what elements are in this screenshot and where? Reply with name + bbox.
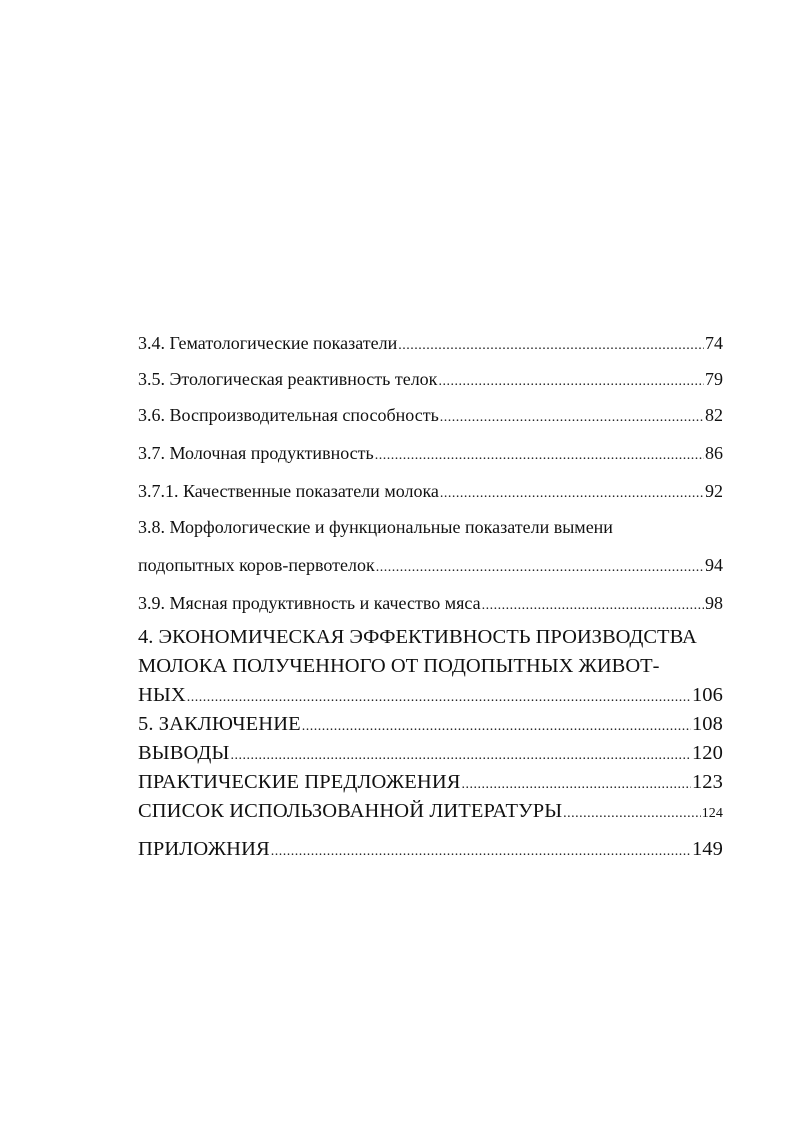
- toc-entry-title: ВЫВОДЫ: [138, 742, 230, 764]
- toc-entry-page: 94: [705, 555, 723, 575]
- toc-entry-title: ПРИЛОЖНИЯ: [138, 838, 270, 860]
- toc-entry-3-8[interactable]: [138, 554, 723, 579]
- toc-entry-appendix[interactable]: [138, 838, 723, 863]
- dot-leader: [302, 716, 691, 738]
- toc-entry-page: 149: [691, 838, 723, 860]
- toc-entry-title: подопытных коров-первотелок: [138, 555, 375, 575]
- dot-leader: [230, 745, 690, 767]
- dot-leader: [440, 483, 704, 505]
- toc-entry-title: 3.7.1. Качественные показатели молока: [138, 481, 439, 501]
- dot-leader: [462, 774, 691, 796]
- toc-entry-4-line1[interactable]: 4. ЭКОНОМИЧЕСКАЯ ЭФФЕКТИВНОСТЬ ПРОИЗВОДСТВА: [138, 626, 697, 648]
- toc-entry-title: 5. ЗАКЛЮЧЕНИЕ: [138, 713, 301, 735]
- dot-leader: [440, 407, 704, 429]
- toc-entry-4[interactable]: [138, 684, 723, 709]
- toc-entry-4-line2[interactable]: МОЛОКА ПОЛУЧЕННОГО ОТ ПОДОПЫТНЫХ ЖИВОТ-: [138, 655, 660, 677]
- toc-entry-page: 123: [691, 771, 723, 793]
- toc-entry-3-8-line1[interactable]: 3.8. Морфологические и функциональные показатели вымени: [138, 517, 613, 537]
- toc-entry-conclusions[interactable]: [138, 742, 723, 767]
- toc-entry-3-7-1[interactable]: [138, 480, 723, 505]
- toc-entry-3-5[interactable]: [138, 368, 723, 393]
- toc-entry-references[interactable]: [138, 800, 723, 825]
- toc-entry-title: НЫХ: [138, 684, 186, 706]
- toc-entry-title: СПИСОК ИСПОЛЬЗОВАННОЙ ЛИТЕРАТУРЫ: [138, 800, 563, 822]
- toc-entry-practical[interactable]: [138, 771, 723, 796]
- toc-entry-page: 120: [691, 742, 723, 764]
- toc-entry-title: 3.6. Воспроизводительная способность: [138, 405, 439, 425]
- toc-entry-page: 86: [705, 443, 723, 463]
- toc-entry-page: 92: [705, 481, 723, 501]
- dot-leader: [376, 557, 704, 579]
- dot-leader: [398, 335, 704, 357]
- dot-leader: [563, 803, 701, 825]
- toc-entry-page: 124: [701, 806, 723, 821]
- toc-entry-title: 3.5. Этологическая реактивность телок: [138, 369, 438, 389]
- dot-leader: [375, 445, 704, 467]
- toc-entry-page: 79: [705, 369, 723, 389]
- toc-entry-page: 74: [705, 333, 723, 353]
- dot-leader: [187, 687, 691, 709]
- dot-leader: [271, 841, 691, 863]
- toc-entry-3-4[interactable]: [138, 332, 723, 357]
- toc-entry-title: 3.4. Гематологические показатели: [138, 333, 398, 353]
- toc-entry-page: 106: [691, 684, 723, 706]
- toc-entry-page: 98: [705, 593, 723, 613]
- dot-leader: [482, 595, 704, 617]
- toc-entry-page: 82: [705, 405, 723, 425]
- toc-entry-title: ПРАКТИЧЕСКИЕ ПРЕДЛОЖЕНИЯ: [138, 771, 461, 793]
- toc-entry-5[interactable]: [138, 713, 723, 738]
- toc-entry-3-6[interactable]: [138, 404, 723, 429]
- toc-entry-title: 3.9. Мясная продуктивность и качество мяса: [138, 593, 481, 613]
- dot-leader: [438, 371, 704, 393]
- toc-entry-3-9[interactable]: [138, 592, 723, 617]
- toc-entry-title: 3.7. Молочная продуктивность: [138, 443, 374, 463]
- toc-entry-page: 108: [691, 713, 723, 735]
- toc-entry-3-7[interactable]: [138, 442, 723, 467]
